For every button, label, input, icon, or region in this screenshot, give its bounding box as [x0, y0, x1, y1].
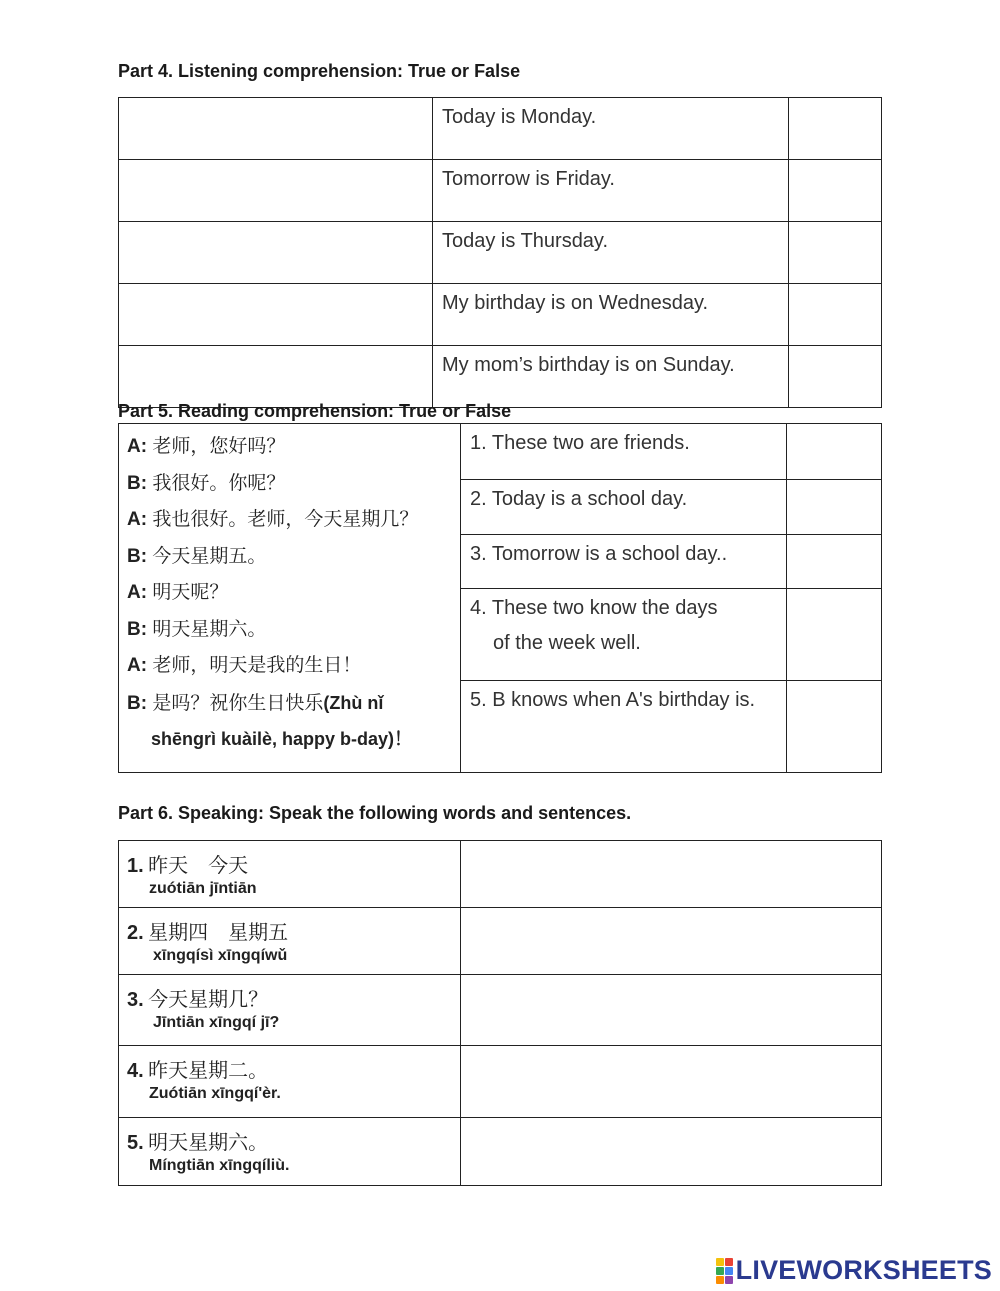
part6-heading: Part 6. Speaking: Speak the following words and sentences. — [118, 803, 632, 823]
speaking-item: 2. 星期四 星期五 xīngqísì xīngqíwǔ — [119, 908, 461, 975]
part5-heading: Part 5. Reading comprehension: True or False — [118, 401, 512, 421]
table-row — [119, 1118, 882, 1186]
dialogue-line: B: 明天星期六。 — [127, 618, 267, 640]
speaking-table — [118, 840, 882, 1186]
answer-cell[interactable] — [787, 424, 882, 480]
answer-cell[interactable] — [787, 480, 882, 535]
logo-mark-icon — [716, 1258, 733, 1284]
answer-cell[interactable] — [789, 284, 882, 346]
audio-cell[interactable] — [119, 98, 433, 160]
dialogue-line: B: 今天星期五。 — [127, 545, 267, 567]
dialogue-line: B: 是吗？祝你生日快乐(Zhù nǐ — [127, 692, 384, 714]
reading-statement — [461, 589, 787, 681]
dialogue-line: shēngrì kuàilè, happy b-day)！ — [151, 729, 413, 749]
dialogue-line: A: 明天呢？ — [127, 582, 229, 603]
speaking-item: 1. 昨天 今天 zuótiān jīntiān — [119, 841, 461, 908]
table-row — [119, 222, 882, 284]
statement-line: 4. These two know the days — [470, 597, 718, 619]
part4-heading: Part 4. Listening comprehension: True or False — [118, 61, 521, 81]
answer-cell[interactable] — [789, 160, 882, 222]
reading-statement: 3. Tomorrow is a school day.. — [461, 535, 787, 589]
recording-cell[interactable] — [461, 975, 882, 1046]
answer-cell[interactable] — [789, 98, 882, 160]
answer-cell[interactable] — [789, 346, 882, 408]
table-row — [119, 160, 882, 222]
answer-cell[interactable] — [787, 535, 882, 589]
dialogue-line: A: 老师，您好吗？ — [127, 436, 286, 457]
answer-cell[interactable] — [789, 222, 882, 284]
table-row — [119, 841, 882, 908]
reading-statement: 5. B knows when A's birthday is. — [461, 681, 787, 773]
speaking-item: 4. 昨天星期二。 Zuótiān xīngqí'èr. — [119, 1046, 461, 1118]
listening-statement: My birthday is on Wednesday. — [433, 284, 789, 346]
audio-cell[interactable] — [119, 222, 433, 284]
table-row — [119, 1046, 882, 1118]
listening-table — [118, 97, 882, 408]
listening-statement: Today is Thursday. — [433, 222, 789, 284]
table-row — [119, 284, 882, 346]
listening-statement: Tomorrow is Friday. — [433, 160, 789, 222]
dialogue-line: A: 我也很好。老师，今天星期几？ — [127, 509, 419, 530]
audio-cell[interactable] — [119, 346, 433, 408]
answer-cell[interactable] — [787, 589, 882, 681]
reading-table — [118, 423, 882, 773]
speaking-item: 3. 今天星期几？ Jīntiān xīngqí jī? — [119, 975, 461, 1046]
recording-cell[interactable] — [461, 841, 882, 908]
speaking-item: 5. 明天星期六。 Míngtiān xīngqíliù. — [119, 1118, 461, 1186]
table-row — [119, 908, 882, 975]
statement-line: of the week well. — [493, 632, 641, 654]
dialogue-cell — [119, 424, 461, 773]
listening-statement: Today is Monday. — [433, 98, 789, 160]
liveworksheets-logo[interactable] — [716, 1255, 992, 1286]
table-row — [119, 346, 882, 408]
dialogue-line: A: 老师，明天是我的生日！ — [127, 655, 362, 676]
table-row — [119, 975, 882, 1046]
table-row — [119, 424, 882, 480]
answer-cell[interactable] — [787, 681, 882, 773]
table-row — [119, 98, 882, 160]
dialogue-line: B: 我很好。你呢？ — [127, 472, 286, 494]
recording-cell[interactable] — [461, 1046, 882, 1118]
reading-statement: 1. These two are friends. — [461, 424, 787, 480]
listening-statement: My mom’s birthday is on Sunday. — [433, 346, 789, 408]
audio-cell[interactable] — [119, 284, 433, 346]
audio-cell[interactable] — [119, 160, 433, 222]
reading-statement: 2. Today is a school day. — [461, 480, 787, 535]
recording-cell[interactable] — [461, 908, 882, 975]
recording-cell[interactable] — [461, 1118, 882, 1186]
logo-text: LIVEWORKSHEETS — [735, 1255, 992, 1285]
